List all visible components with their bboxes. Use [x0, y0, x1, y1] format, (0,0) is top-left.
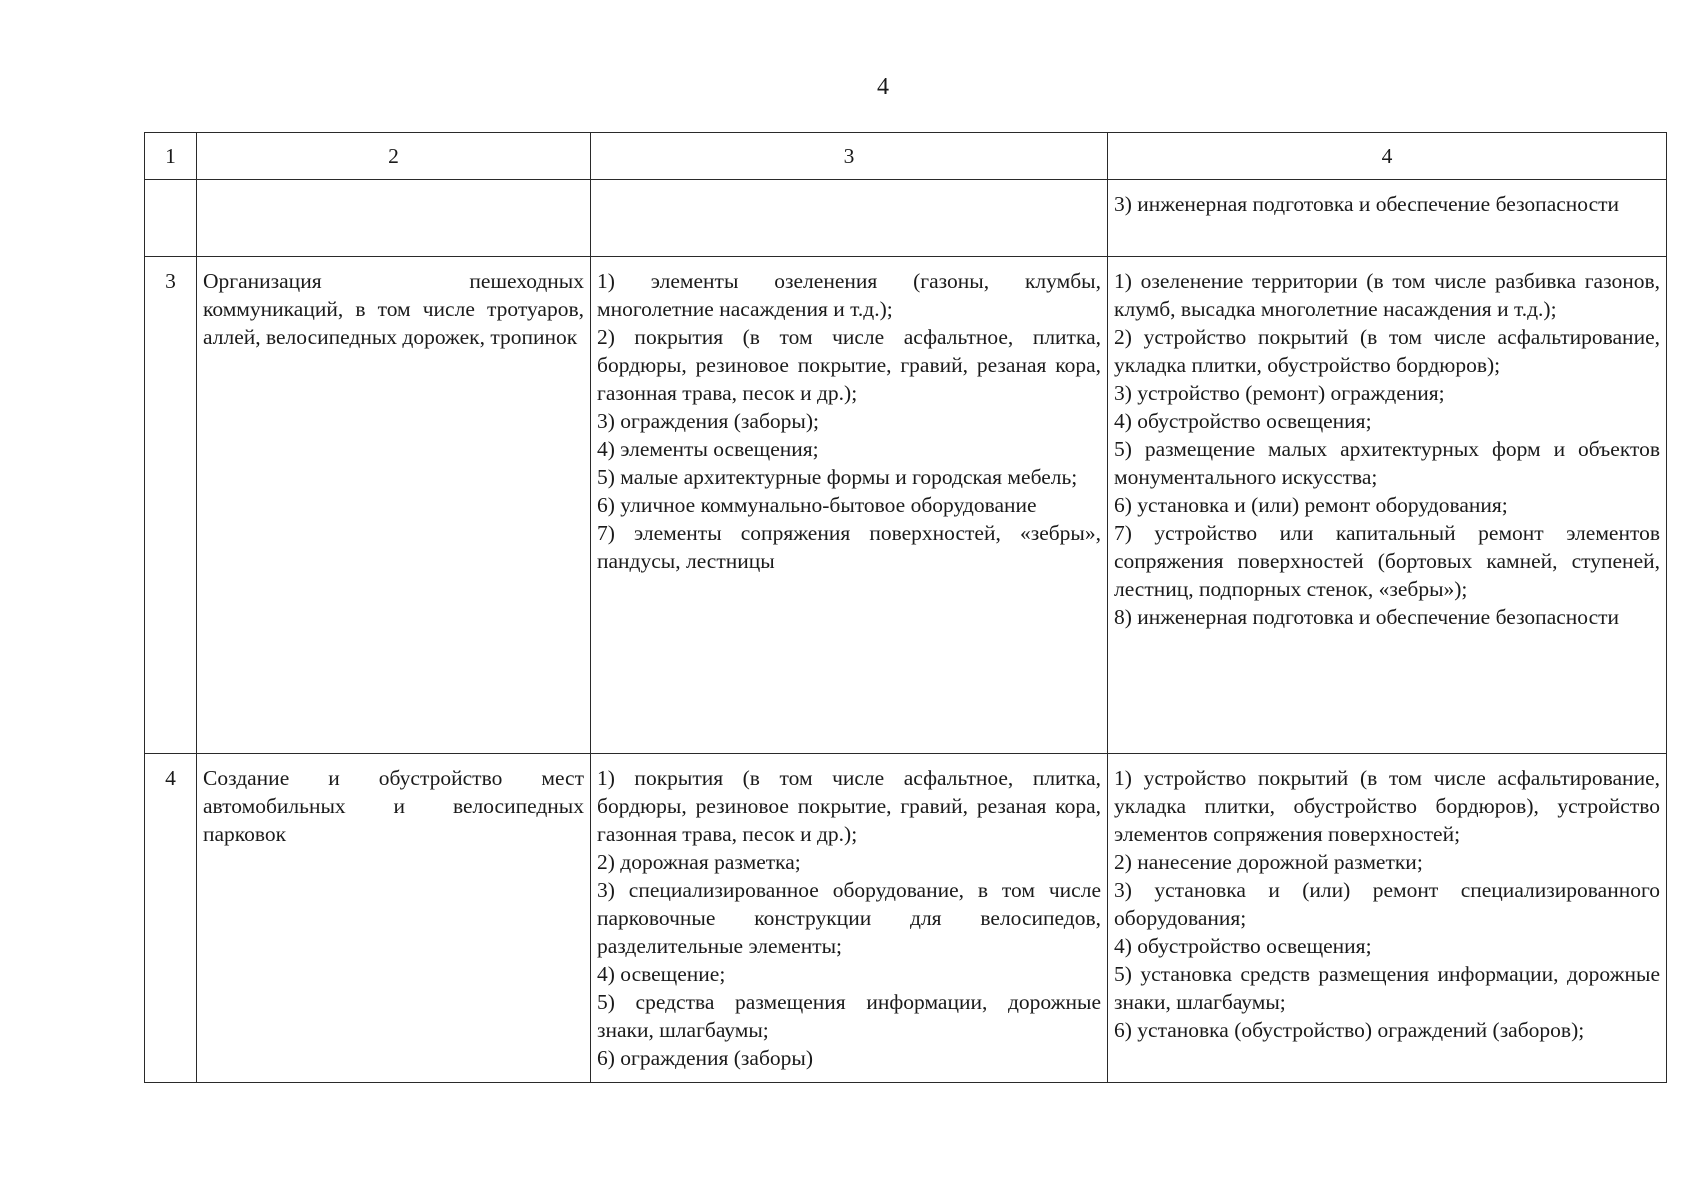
row-number-cell	[145, 180, 197, 257]
improvement-table	[144, 132, 1667, 1083]
elements-item: 6) уличное коммунально-бытовое оборудование	[597, 493, 1037, 517]
row-works-cell	[1108, 180, 1667, 257]
table-row	[145, 257, 1667, 754]
works-item: 3) установка и (или) ремонт специализированного оборудования;	[1114, 878, 1660, 930]
elements-item: 3) специализированное оборудование, в том числе парковочные конструкции для велосипедов, разделительные элементы;	[597, 878, 1101, 958]
row-elements-cell	[591, 754, 1108, 1083]
header-cell-1: 1	[145, 133, 197, 180]
works-item: 1) устройство покрытий (в том числе асфальтирование, укладка плитки, обустройство бордюров), устройство элементов сопряжения поверхностей;	[1114, 766, 1660, 846]
table-header-row	[145, 133, 1667, 180]
works-item: 1) озеленение территории (в том числе разбивка газонов, клумб, высадка многолетние насаждения и т.д.);	[1114, 269, 1660, 321]
works-item: 3) инженерная подготовка и обеспечение безопасности	[1114, 192, 1620, 216]
row-works-cell	[1108, 754, 1667, 1083]
table-row	[145, 754, 1667, 1083]
row-name-cell: Создание и обустройство мест автомобильных и велосипедных парковок	[197, 754, 591, 1083]
elements-item: 4) освещение;	[597, 962, 726, 986]
table-row	[145, 180, 1667, 257]
page-number: 4	[877, 74, 889, 100]
header-cell-3: 3	[591, 133, 1108, 180]
elements-item: 4) элементы освещения;	[597, 437, 819, 461]
elements-item: 5) малые архитектурные формы и городская мебель;	[597, 465, 1078, 489]
row-number-cell: 4	[145, 754, 197, 1083]
row-works-cell	[1108, 257, 1667, 754]
works-item: 8) инженерная подготовка и обеспечение безопасности	[1114, 605, 1620, 629]
works-item: 4) обустройство освещения;	[1114, 409, 1372, 433]
elements-item: 5) средства размещения информации, дорожные знаки, шлагбаумы;	[597, 990, 1101, 1042]
works-item: 5) установка средств размещения информации, дорожные знаки, шлагбаумы;	[1114, 962, 1660, 1014]
row-name-cell: Организация пешеходных коммуникаций, в том числе тротуаров, аллей, велосипедных дорожек, тропинок	[197, 257, 591, 754]
elements-item: 3) ограждения (заборы);	[597, 409, 819, 433]
works-item: 7) устройство или капитальный ремонт элементов сопряжения поверхностей (бортовых камней, ступеней, лестниц, подпорных стенок, «зебры»);	[1114, 521, 1660, 601]
elements-item: 2) дорожная разметка;	[597, 850, 801, 874]
works-item: 4) обустройство освещения;	[1114, 934, 1372, 958]
header-cell-4: 4	[1108, 133, 1667, 180]
works-item: 2) устройство покрытий (в том числе асфальтирование, укладка плитки, обустройство бордюров);	[1114, 325, 1660, 377]
row-elements-cell	[591, 180, 1108, 257]
elements-item: 6) ограждения (заборы)	[597, 1046, 813, 1070]
works-item: 6) установка и (или) ремонт оборудования;	[1114, 493, 1508, 517]
row-name-cell	[197, 180, 591, 257]
elements-item: 7) элементы сопряжения поверхностей, «зебры», пандусы, лестницы	[597, 521, 1101, 573]
works-item: 5) размещение малых архитектурных форм и объектов монументального искусства;	[1114, 437, 1660, 489]
works-item: 2) нанесение дорожной разметки;	[1114, 850, 1423, 874]
works-item: 6) установка (обустройство) ограждений (заборов);	[1114, 1018, 1585, 1042]
row-elements-cell	[591, 257, 1108, 754]
header-cell-2: 2	[197, 133, 591, 180]
elements-item: 1) покрытия (в том числе асфальтное, плитка, бордюры, резиновое покрытие, гравий, резаная кора, газонная трава, песок и др.);	[597, 766, 1101, 846]
row-number-cell: 3	[145, 257, 197, 754]
elements-item: 1) элементы озеленения (газоны, клумбы, многолетние насаждения и т.д.);	[597, 269, 1101, 321]
works-item: 3) устройство (ремонт) ограждения;	[1114, 381, 1445, 405]
elements-item: 2) покрытия (в том числе асфальтное, плитка, бордюры, резиновое покрытие, гравий, резаная кора, газонная трава, песок и др.);	[597, 325, 1101, 405]
